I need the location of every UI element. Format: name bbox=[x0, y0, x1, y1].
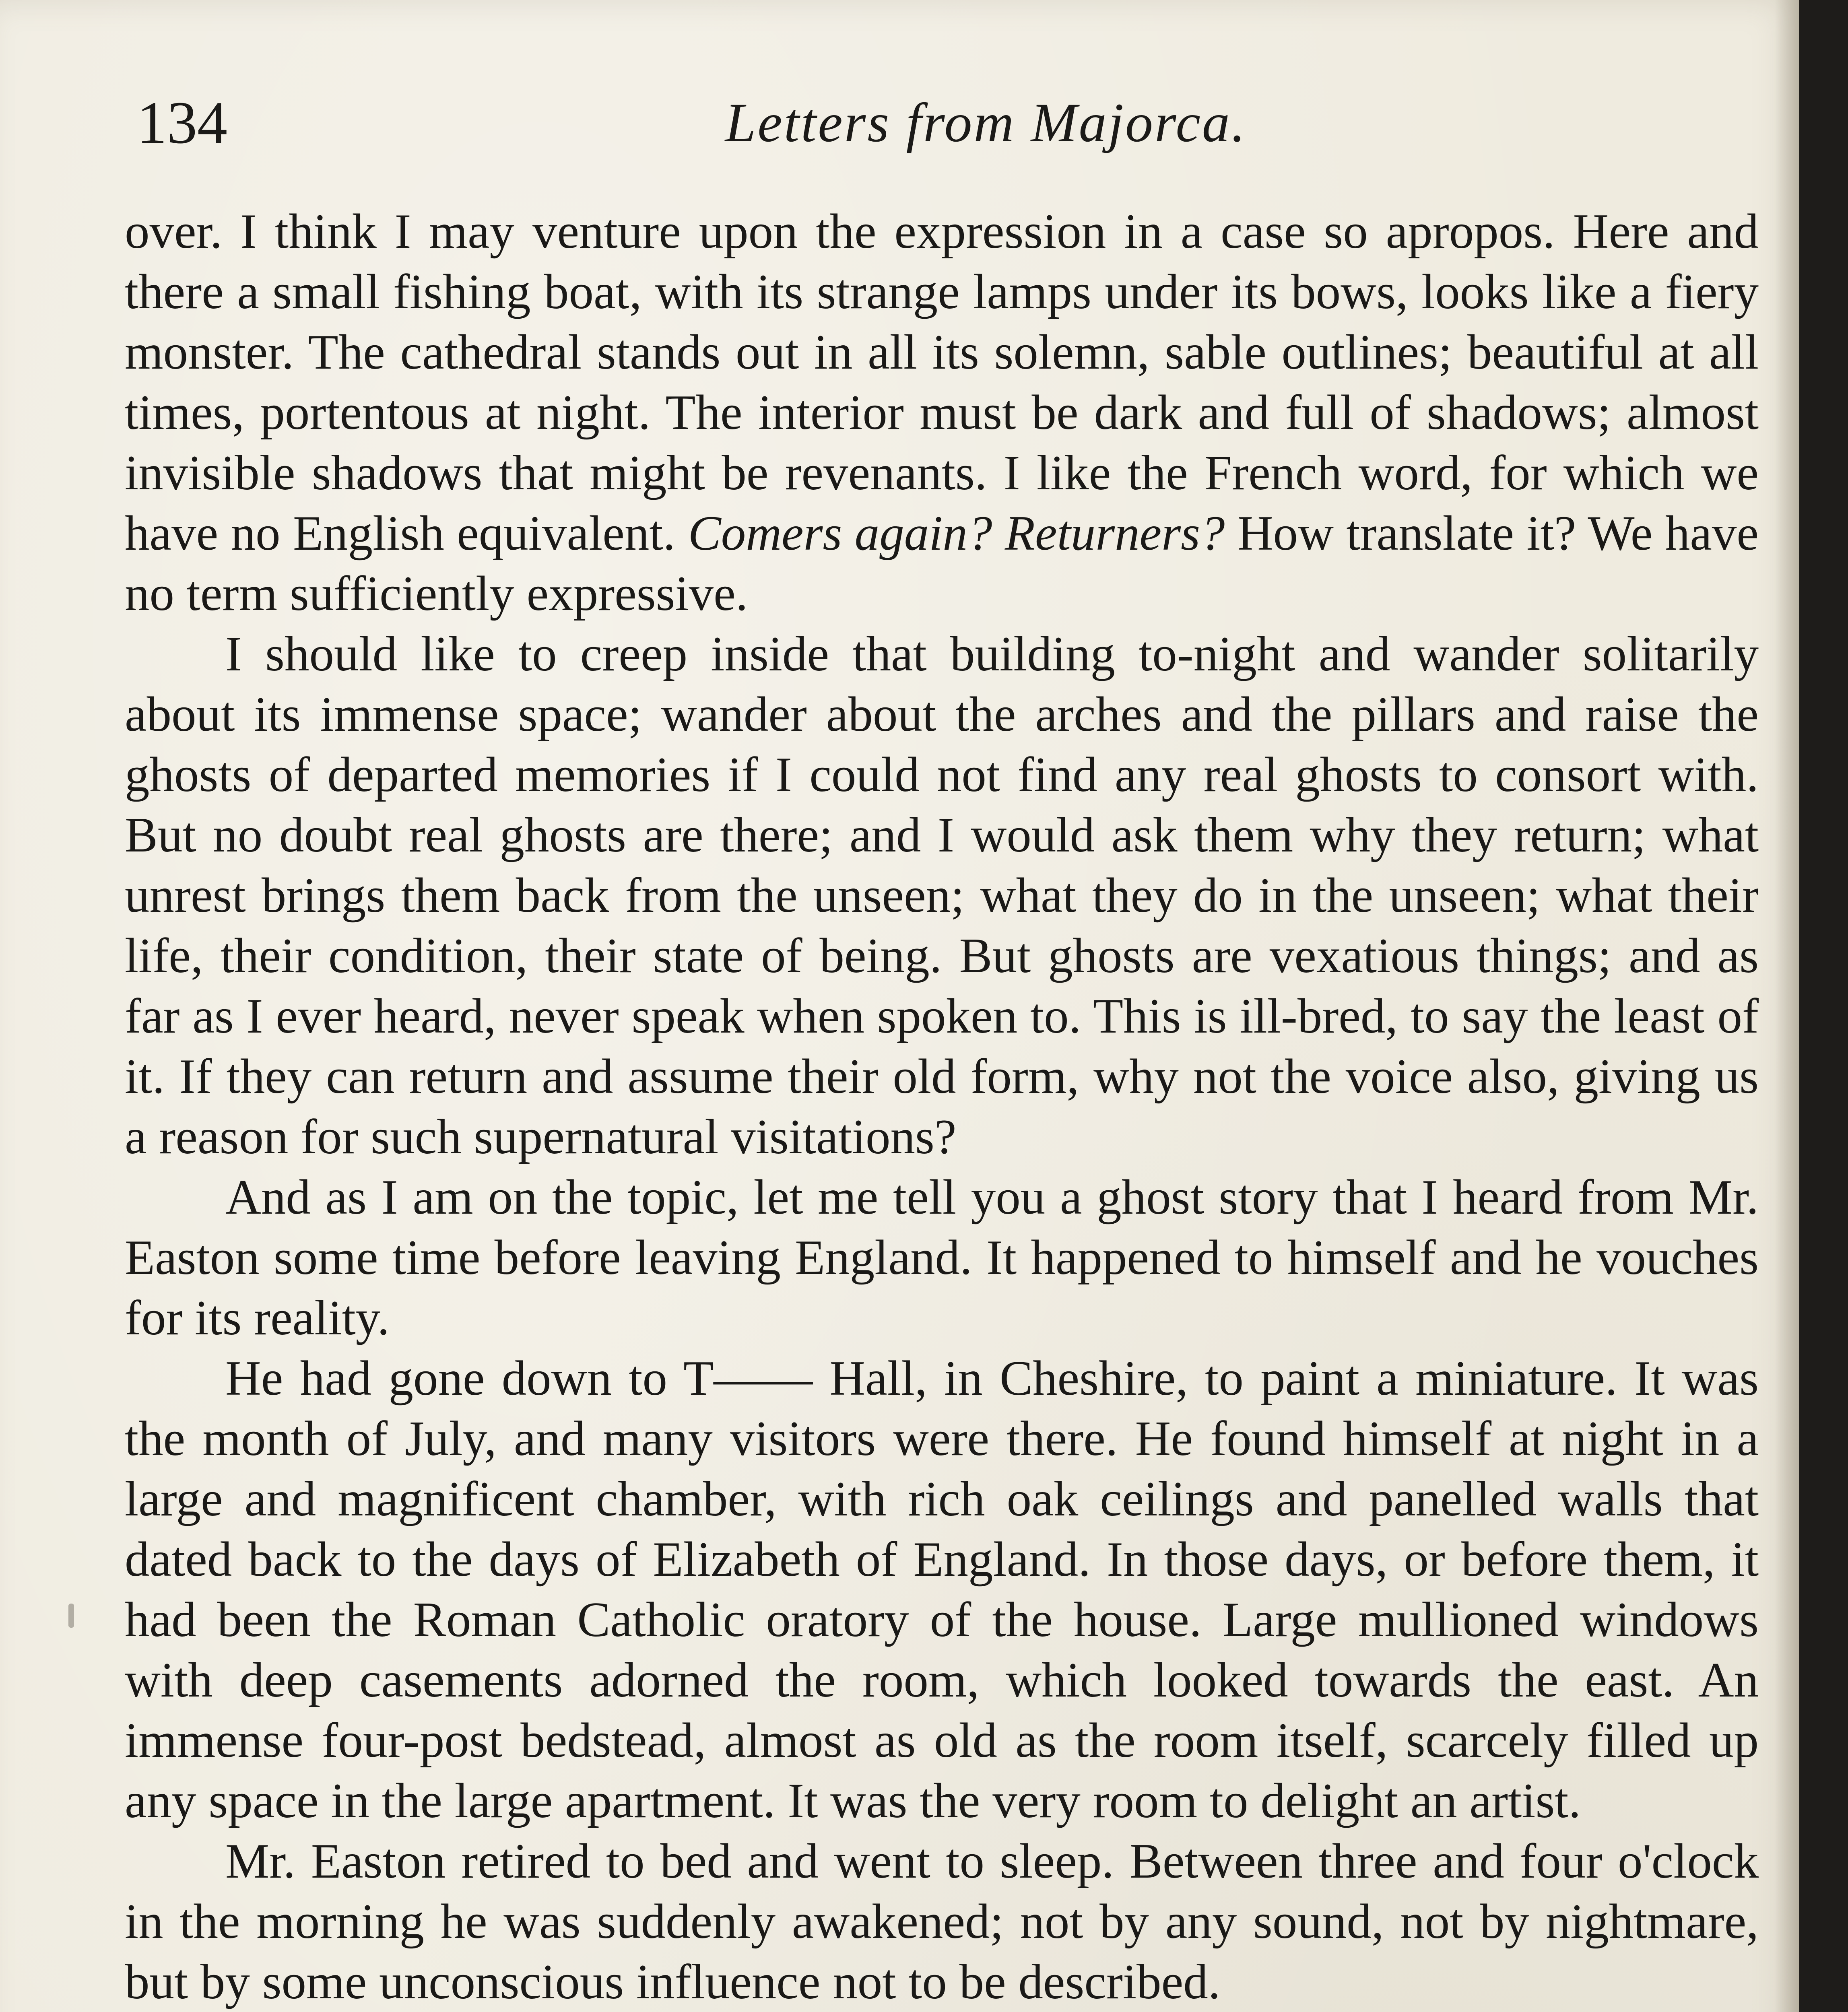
text-segment-italic: Comers again? Returners? bbox=[688, 505, 1225, 561]
text-segment: I should like to creep inside that building to-night and wander solitarily about its immense space; wander about the arches and the pillars and raise the ghosts of departed memories if I could not find any real ghosts to consort with. But no doubt real ghosts are there; and I would ask them why they return; what unrest brings them back from the unseen; what they do in the unseen; what their life, their condition, their state of being. But ghosts are vexatious things; and as far as I ever heard, never speak when spoken to. This is ill-bred, to say the least of it. If they can return and assume their old form, why not the voice also, giving us a reason for such supernatural visitations? bbox=[125, 626, 1759, 1164]
paragraph-2 bbox=[125, 624, 1759, 1167]
text-segment: over. I think I may venture upon the expression in a case so apropos. Here and there a small fishing boat, with its strange lamps under its bows, looks like a fiery monster. The cathedral stands out in all its solemn, sable outlines; beautiful at all times, portentous at night. The interior must be dark and full of shadows; almost invisible shadows that might be revenants. I like the French word, for which we have no English equivalent. bbox=[125, 204, 1759, 561]
paragraph-1 bbox=[125, 201, 1759, 624]
text-segment: And as I am on the topic, let me tell you a ghost story that I heard from Mr. Easton some time before leaving England. It happened to himself and he vouches for its reality. bbox=[125, 1169, 1759, 1345]
paragraph-5 bbox=[125, 1831, 1759, 2012]
running-head bbox=[137, 87, 1666, 159]
body-text bbox=[125, 201, 1759, 2012]
margin-mark bbox=[68, 1604, 74, 1628]
page-number: 134 bbox=[137, 89, 227, 156]
text-segment: He had gone down to T—— Hall, in Cheshire, to paint a miniature. It was the month of July, and many visitors were there. He found himself at night in a large and magnificent chamber, with rich oak ceilings and panelled walls that dated back to the days of Elizabeth of England. In those days, or before them, it had been the Roman Catholic oratory of the house. Large mullioned windows with deep casements adorned the room, which looked towards the east. An immense four-post bedstead, almost as old as the room itself, scarcely filled up any space in the large apartment. It was the very room to delight an artist. bbox=[125, 1350, 1759, 1828]
text-segment: Mr. Easton retired to bed and went to sleep. Between three and four o'clock in the morning he was suddenly awakened; not by any sound, not by nightmare, but by some unconscious influence not to be described. bbox=[125, 1833, 1759, 2009]
paragraph-3 bbox=[125, 1167, 1759, 1348]
running-title: Letters from Majorca. bbox=[725, 92, 1247, 153]
text-segment: How translate it? We have no term sufficiently expressive. bbox=[125, 505, 1759, 621]
paragraph-4 bbox=[125, 1348, 1759, 1831]
page-edge-shadow bbox=[1775, 0, 1799, 2012]
